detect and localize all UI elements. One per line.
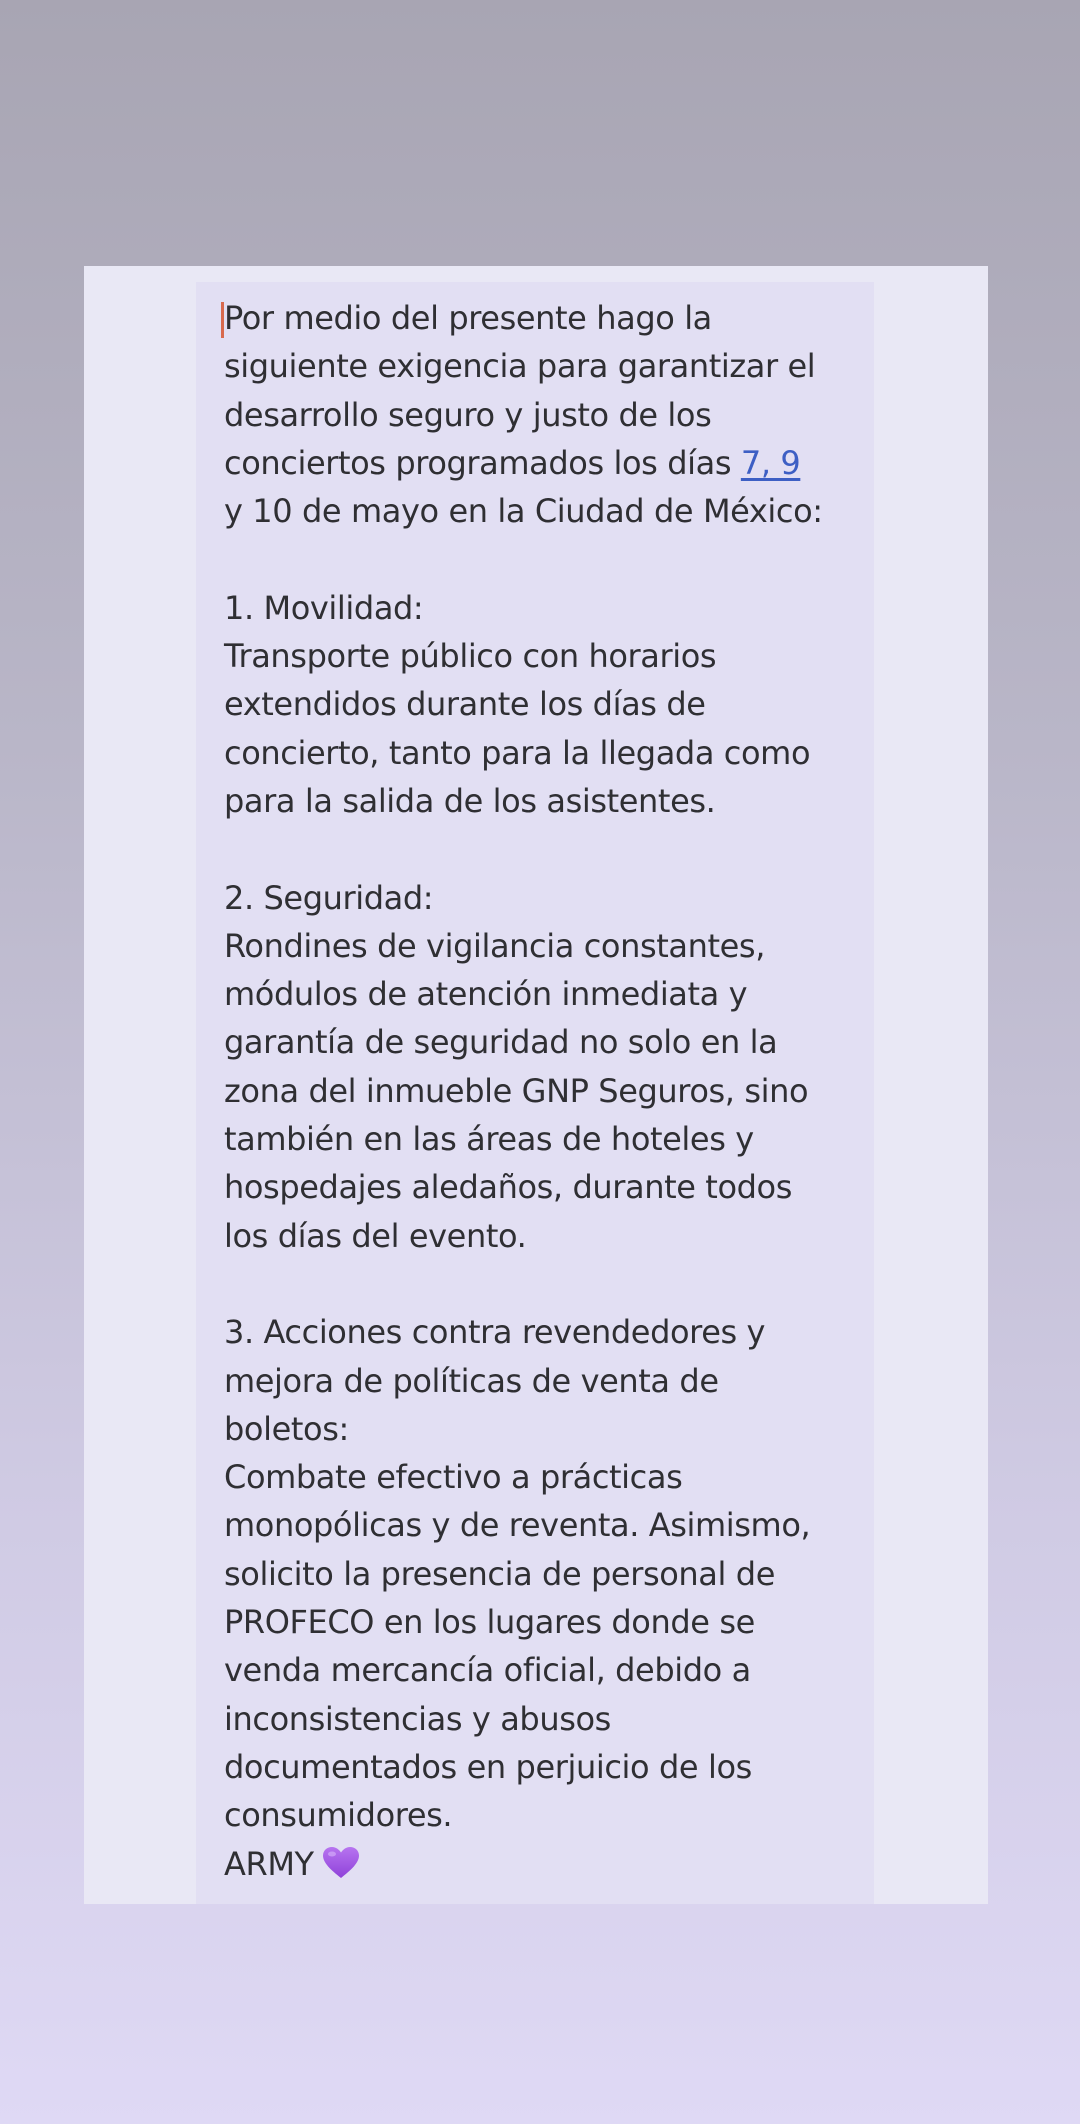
blank-line bbox=[224, 825, 864, 873]
message-line: desarrollo seguro y justo de los bbox=[224, 395, 712, 434]
signature-line bbox=[224, 1840, 864, 1888]
message-line-text: conciertos programados los días bbox=[224, 443, 741, 482]
message-line: Combate efectivo a prácticas bbox=[224, 1458, 683, 1497]
message-body bbox=[224, 294, 864, 1888]
message-line: hospedajes aledaños, durante todos bbox=[224, 1168, 792, 1207]
message-line: documentados en perjuicio de los bbox=[224, 1747, 752, 1786]
message-line: zona del inmueble GNP Seguros, sino bbox=[224, 1071, 809, 1110]
blank-line bbox=[224, 535, 864, 583]
purple-heart-icon bbox=[322, 1845, 360, 1879]
message-line: para la salida de los asistentes. bbox=[224, 781, 716, 820]
message-line: solicito la presencia de personal de bbox=[224, 1554, 775, 1593]
message-line: monopólicas y de reventa. Asimismo, bbox=[224, 1506, 811, 1545]
message-line: Transporte público con horarios bbox=[224, 637, 717, 676]
section-title-movilidad: 1. Movilidad: bbox=[224, 588, 424, 627]
message-line: PROFECO en los lugares donde se bbox=[224, 1603, 755, 1642]
blank-line bbox=[224, 1260, 864, 1308]
message-line: extendidos durante los días de bbox=[224, 685, 706, 724]
message-line: siguiente exigencia para garantizar el bbox=[224, 347, 816, 386]
message-line: módulos de atención inmediata y bbox=[224, 975, 748, 1014]
message-card bbox=[84, 266, 988, 1904]
section-title-acciones: boletos: bbox=[224, 1409, 349, 1448]
message-line: garantía de seguridad no solo en la bbox=[224, 1023, 778, 1062]
message-line: los días del evento. bbox=[224, 1216, 527, 1255]
section-title-acciones: mejora de políticas de venta de bbox=[224, 1361, 719, 1400]
message-line: consumidores. bbox=[224, 1796, 453, 1835]
message-line: Rondines de vigilancia constantes, bbox=[224, 926, 765, 965]
message-line: venda mercancía oficial, debido a bbox=[224, 1651, 751, 1690]
message-line: inconsistencias y abusos bbox=[224, 1699, 611, 1738]
section-title-acciones: 3. Acciones contra revendedores y bbox=[224, 1313, 766, 1352]
signature: ARMY bbox=[224, 1844, 314, 1883]
date-link[interactable]: 7, 9 bbox=[740, 443, 801, 482]
message-line: concierto, tanto para la llegada como bbox=[224, 733, 811, 772]
message-line: y 10 de mayo en la Ciudad de México: bbox=[224, 492, 823, 531]
message-line: Por medio del presente hago la bbox=[224, 299, 712, 337]
section-title-seguridad: 2. Seguridad: bbox=[224, 878, 434, 917]
message-line: también en las áreas de hoteles y bbox=[224, 1120, 754, 1159]
message-text-area[interactable] bbox=[196, 282, 874, 1904]
message-line bbox=[224, 439, 864, 487]
